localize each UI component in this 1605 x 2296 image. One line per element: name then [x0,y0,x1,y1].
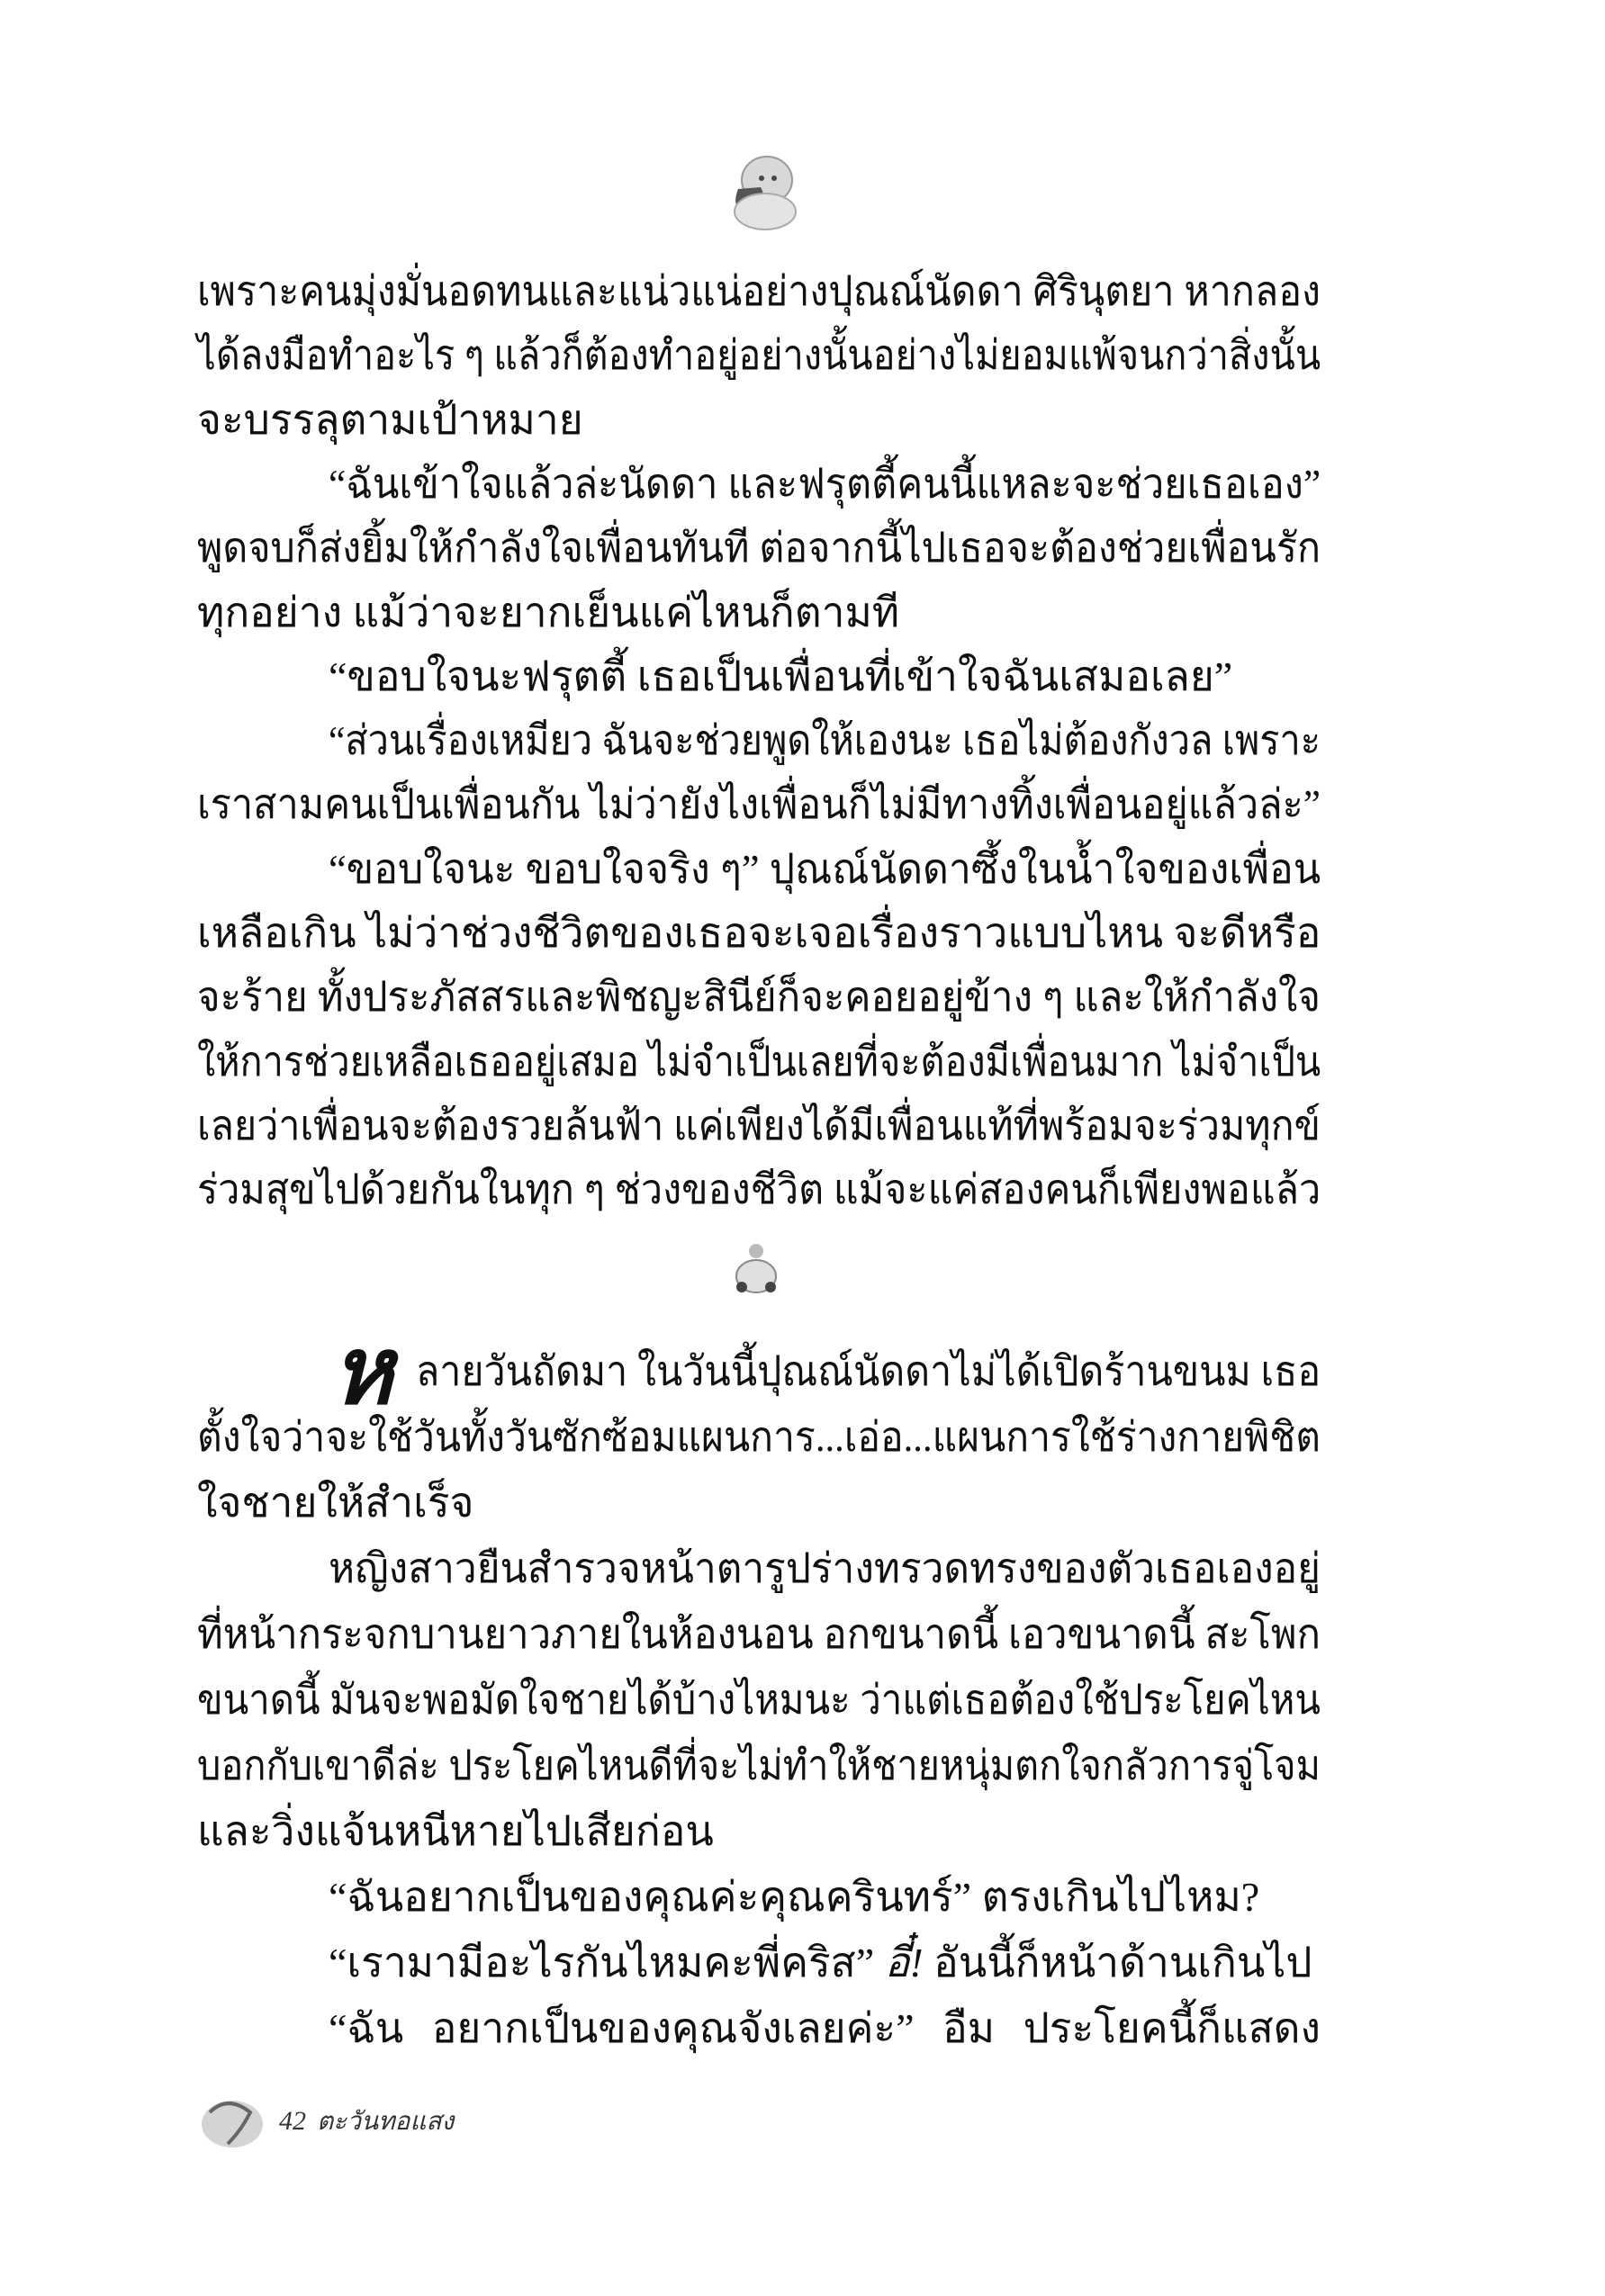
page-number: 42 [279,2106,306,2136]
text-line: เลยว่าเพื่อนจะต้องรวยล้นฟ้า แค่เพียงได้มีเพื่อนแท้ที่พร้อมจะร่วมทุกข์ [197,1102,1321,1148]
text-segment: อันนี้ก็หน้าด้านเกินไป [923,1940,1312,1985]
page-footer [196,2090,454,2153]
text-line: “ส่วนเรื่องเหมียว ฉันจะช่วยพูดให้เองนะ เธอไม่ต้องกังวล เพราะ [329,717,1321,764]
italic-exclamation: อี๋! [884,1940,924,1985]
section-break-ornament-icon [729,1240,783,1300]
text-line: จะบรรลุตามเป้าหมาย [197,396,583,443]
text-line: เพราะคนมุ่งมั่นอดทนและแน่วแน่อย่างปุณณ์นัดดา ศิรินุตยา หากลอง [197,268,1321,314]
text-line: “ขอบใจนะฟรุตตี้ เธอเป็นเพื่อนที่เข้าใจฉันเสมอเลย” [329,653,1233,699]
text-line: ใจชายให้สำเร็จ [197,1480,474,1526]
text-line: “ฉันอยากเป็นของคุณค่ะคุณครินทร์” ตรงเกินไปไหม? [329,1874,1260,1920]
text-line: จะร้าย ทั้งประภัสสรและพิชญะสินีย์ก็จะคอยอยู่ข้าง ๆ และให้กำลังใจ [197,974,1321,1021]
cherub-ornament-icon [711,144,810,239]
text-line: เหลือเกิน ไม่ว่าช่วงชีวิตของเธอจะเจอเรื่องราวแบบไหน จะดีหรือ [197,910,1321,956]
footer-ornament-icon [196,2090,268,2153]
book-title: ตะวันทอแสง [317,2108,455,2136]
text-line: ให้การช่วยเหลือเธออยู่เสมอ ไม่จำเป็นเลยที่จะต้องมีเพื่อนมาก ไม่จำเป็น [197,1038,1321,1085]
text-line: ที่หน้ากระจกบานยาวภายในห้องนอน อกขนาดนี้ เอวขนาดนี้ สะโพก [197,1611,1321,1657]
text-line: พูดจบก็ส่งยิ้มให้กำลังใจเพื่อนทันที ต่อจากนี้ไปเธอจะต้องช่วยเพื่อนรัก [197,525,1321,572]
drop-cap: ห [331,1320,393,1424]
text-line: “ฉัน อยากเป็นของคุณจังเลยค่ะ” อืม ประโยคนี้ก็แสดง [329,2005,1321,2051]
text-line: ทุกอย่าง แม้ว่าจะยากเย็นแค่ไหนก็ตามที [197,589,900,635]
text-line: ขนาดนี้ มันจะพอมัดใจชายได้บ้างไหมนะ ว่าแต่เธอต้องใช้ประโยคไหน [197,1677,1321,1723]
text-line: ร่วมสุขไปด้วยกันในทุก ๆ ช่วงของชีวิต แม้จะแค่สองคนก็เพียงพอแล้ว [197,1166,1321,1213]
text-segment: “เรามามีอะไรกันไหมคะพี่คริส” [329,1940,885,1985]
text-line: “ฉันเข้าใจแล้วล่ะนัดดา และฟรุตตี้คนนี้แหละจะช่วยเธอเอง” [329,460,1321,507]
text-line: เราสามคนเป็นเพื่อนกัน ไม่ว่ายังไงเพื่อนก็ไม่มีทางทิ้งเพื่อนอยู่แล้วล่ะ” [197,781,1321,828]
text-line [329,1931,1321,1995]
text-line: และวิ่งแจ้นหนีหายไปเสียก่อน [197,1808,714,1854]
text-line: ลายวันถัดมา ในวันนี้ปุณณ์นัดดาไม่ได้เปิดร้านขนม เธอ [416,1348,1321,1394]
text-line: “ขอบใจนะ ขอบใจจริง ๆ” ปุณณ์นัดดาซึ้งในน้ำใจของเพื่อน [329,845,1321,892]
text-line: ได้ลงมือทำอะไร ๆ แล้วก็ต้องทำอยู่อย่างนั้นอย่างไม่ยอมแพ้จนกว่าสิ่งนั้น [197,332,1321,379]
text-line: บอกกับเขาดีล่ะ ประโยคไหนดีที่จะไม่ทำให้ชายหนุ่มตกใจกลัวการจู่โจม [197,1742,1321,1788]
text-line: ตั้งใจว่าจะใช้วันทั้งวันซักซ้อมแผนการ...เอ่อ...แผนการใช้ร่างกายพิชิต [197,1414,1321,1460]
text-line: หญิงสาวยืนสำรวจหน้าตารูปร่างทรวดทรงของตัวเธอเองอยู่ [329,1545,1321,1591]
